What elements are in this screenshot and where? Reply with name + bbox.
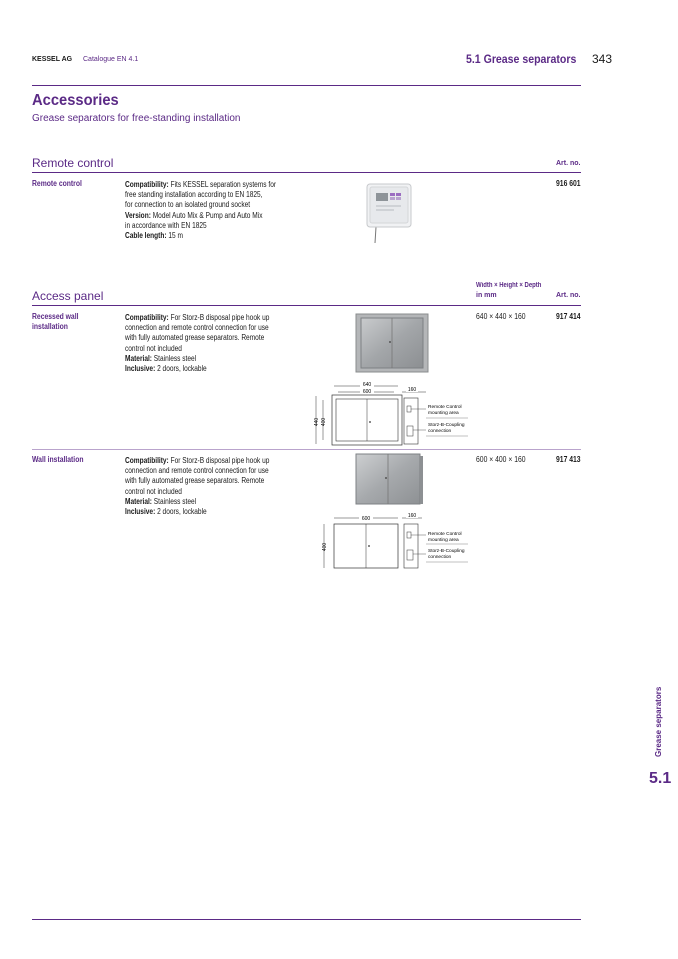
page-number: 343 — [592, 52, 613, 66]
remote-control-image — [364, 183, 414, 245]
art-no-header: Art. no. — [556, 160, 581, 167]
recessed-note-2b: connection — [428, 429, 452, 434]
page-title: Accessories — [32, 92, 119, 109]
recessed-h-outer: 440 — [314, 417, 320, 427]
header-rule — [32, 85, 581, 86]
wall-description: Compatibility: For Storz-B disposal pipe hook up connection and remote control connection for use with fully automated grease separators. Remote control not included Material: Stainless steel Inclusive: 2 doors, lockable — [125, 456, 270, 517]
header-catalogue: Catalogue EN 4.1 — [83, 56, 139, 63]
wall-drawing — [318, 512, 478, 570]
recessed-w-inner: 600 — [362, 389, 372, 395]
access-panel-section-title: Access panel — [32, 289, 104, 303]
remote-control-section-title: Remote control — [32, 156, 114, 170]
wall-art-no: 917 413 — [556, 455, 581, 464]
side-tab-label: Grease separators — [654, 686, 663, 757]
wall-note-1b: mounting area — [428, 538, 459, 543]
recessed-note-1a: Remote Control — [428, 405, 462, 410]
wall-note-1a: Remote Control — [428, 532, 462, 537]
wall-depth: 160 — [407, 513, 417, 519]
art-no-header: Art. no. — [556, 292, 581, 299]
recessed-h-inner: 400 — [321, 417, 327, 427]
dims-header-line-1: Width × Height × Depth — [476, 282, 542, 289]
footer-rule — [32, 919, 581, 920]
recessed-depth: 160 — [407, 387, 417, 393]
wall-dims: 600 × 400 × 160 — [476, 455, 526, 464]
side-tab-number: 5.1 — [649, 770, 672, 787]
recessed-dims: 640 × 440 × 160 — [476, 312, 526, 321]
recessed-panel-image — [355, 313, 429, 373]
recessed-row-label: Recessed wall installation — [32, 312, 79, 331]
wall-w-inner: 600 — [361, 516, 371, 522]
remote-control-description: Compatibility: Fits KESSEL separation systems for free standing installation according to EN 1825, for connection to an isolated ground socket Version: Model Auto Mix & Pump and Auto Mix in accordance with EN 1825 Cable length: 15 m — [125, 180, 277, 241]
recessed-art-no: 917 414 — [556, 312, 581, 321]
company-name: KESSEL AG — [32, 56, 73, 63]
wall-note-2b: connection — [428, 555, 452, 560]
remote-control-row-label: Remote control — [32, 179, 82, 188]
header-section: 5.1 Grease separators — [466, 52, 577, 66]
recessed-note-2a: Storz-B-Coupling — [428, 423, 465, 428]
wall-panel-image — [354, 452, 424, 508]
recessed-description: Compatibility: For Storz-B disposal pipe hook up connection and remote control connection for use with fully automated grease separators. Remote control not included Material: Stainless steel Inclusive: 2 doors, lockable — [125, 313, 270, 374]
recessed-drawing — [310, 380, 480, 450]
wall-note-2a: Storz-B-Coupling — [428, 549, 465, 554]
wall-row-label: Wall installation — [32, 455, 84, 464]
remote-control-rule — [32, 172, 581, 173]
row-divider — [32, 449, 581, 450]
recessed-note-1b: mounting area — [428, 411, 459, 416]
access-panel-rule — [32, 305, 581, 306]
dims-header-line-2: in mm — [476, 292, 497, 299]
wall-h-inner: 400 — [322, 542, 328, 552]
page-subtitle: Grease separators for free-standing installation — [32, 113, 241, 124]
recessed-w-outer: 640 — [362, 382, 372, 388]
remote-control-art-no: 916 601 — [556, 179, 581, 188]
header-company — [32, 56, 72, 63]
